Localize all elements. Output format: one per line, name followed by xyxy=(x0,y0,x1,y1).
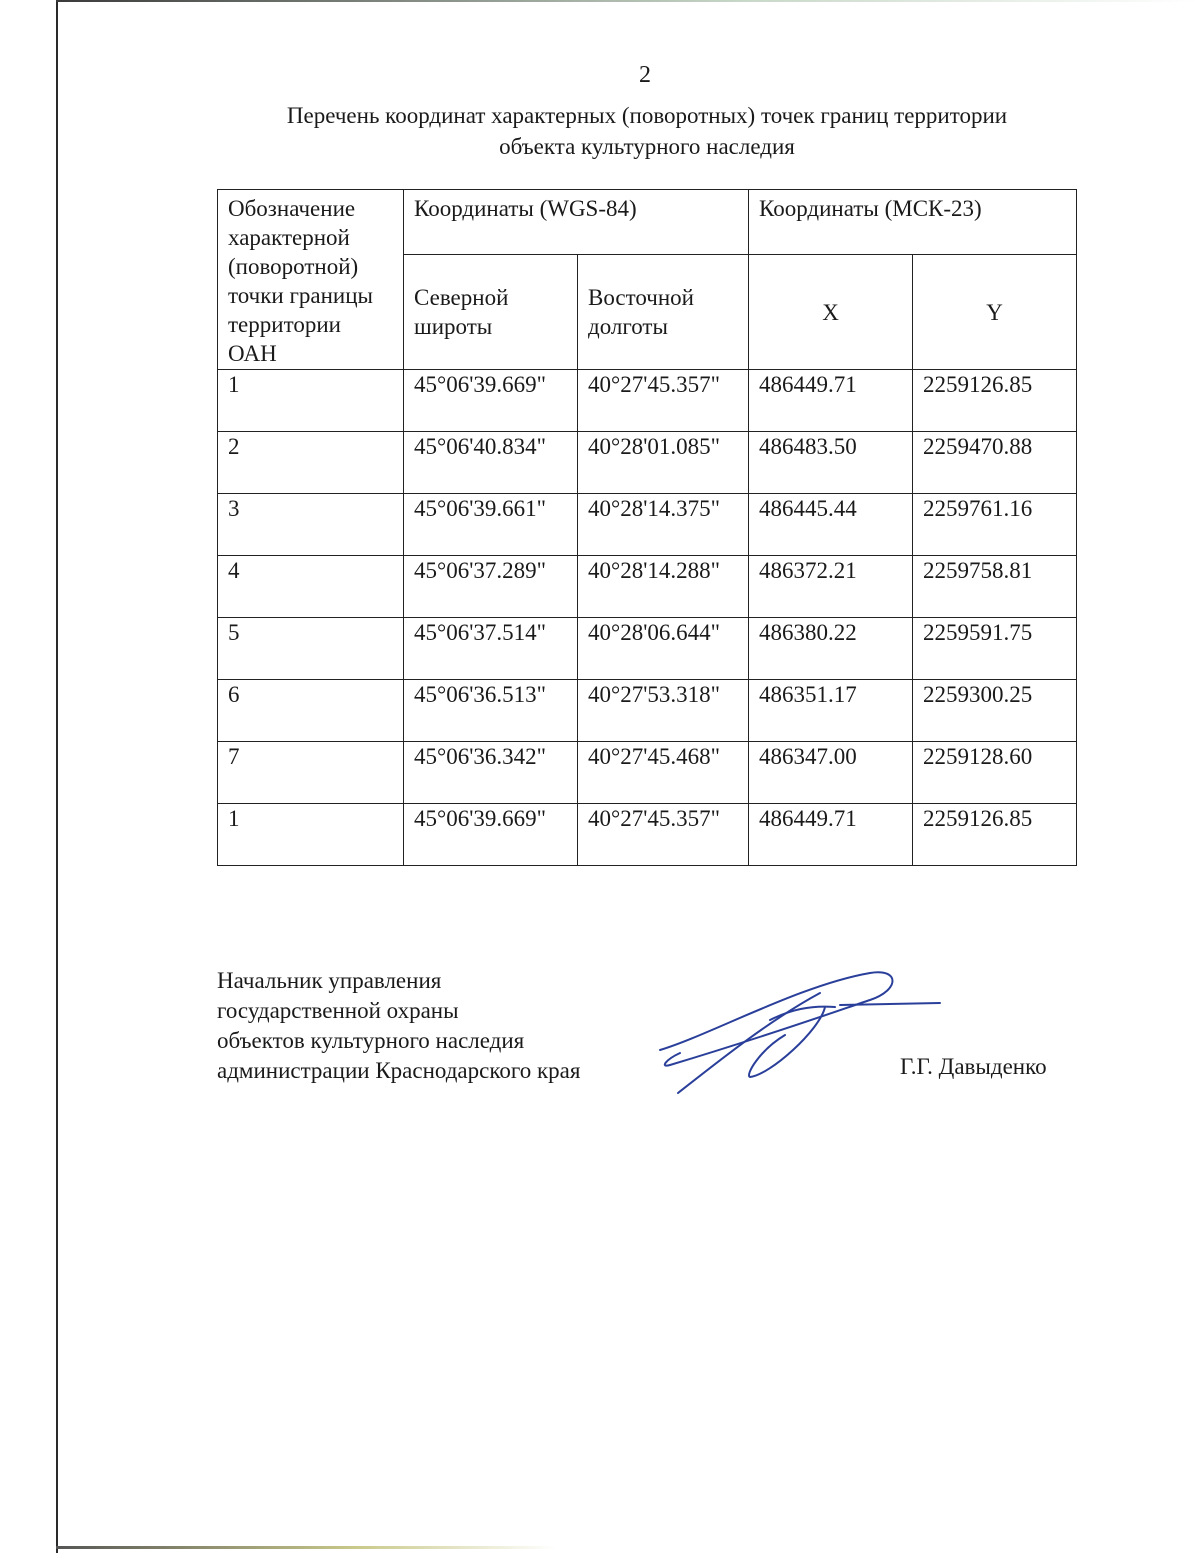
scan-edge-bottom xyxy=(56,1546,556,1549)
header-point-line: территории xyxy=(228,312,341,337)
cell-x: 486351.17 xyxy=(749,680,913,742)
header-north-line: широты xyxy=(414,314,493,339)
cell-y: 2259758.81 xyxy=(913,556,1077,618)
signatory-position-line: администрации Краснодарского края xyxy=(217,1058,581,1083)
cell-x: 486449.71 xyxy=(749,370,913,432)
cell-x: 486372.21 xyxy=(749,556,913,618)
header-north-line: Северной xyxy=(414,285,509,310)
cell-y: 2259761.16 xyxy=(913,494,1077,556)
cell-x: 486380.22 xyxy=(749,618,913,680)
header-msk23-group: Координаты (МСК-23) xyxy=(749,190,1077,255)
header-point-line: характерной xyxy=(228,225,350,250)
signature-stroke-tail xyxy=(840,1003,940,1005)
table-row xyxy=(218,370,1077,432)
signatory-position-line: Начальник управления xyxy=(217,968,442,993)
header-x: X xyxy=(749,255,913,370)
cell-x: 486445.44 xyxy=(749,494,913,556)
cell-y: 2259300.25 xyxy=(913,680,1077,742)
header-point-line: Обозначение xyxy=(228,196,356,221)
cell-east: 40°27'53.318" xyxy=(578,680,749,742)
cell-x: 486449.71 xyxy=(749,804,913,866)
cell-y: 2259128.60 xyxy=(913,742,1077,804)
cell-point: 1 xyxy=(218,804,404,866)
header-point-line: ОАН xyxy=(228,341,277,366)
header-east-longitude xyxy=(578,255,749,370)
cell-north: 45°06'39.661" xyxy=(404,494,578,556)
cell-east: 40°27'45.357" xyxy=(578,804,749,866)
header-point-line: (поворотной) xyxy=(228,254,359,279)
cell-point: 3 xyxy=(218,494,404,556)
signatory-position xyxy=(217,966,647,1086)
signature-stroke-hook xyxy=(749,1007,825,1077)
cell-north: 45°06'39.669" xyxy=(404,370,578,432)
table-row xyxy=(218,742,1077,804)
cell-east: 40°28'06.644" xyxy=(578,618,749,680)
cell-east: 40°28'14.288" xyxy=(578,556,749,618)
signatory-name: Г.Г. Давыденко xyxy=(900,1054,1047,1079)
cell-east: 40°27'45.357" xyxy=(578,370,749,432)
cell-north: 45°06'36.513" xyxy=(404,680,578,742)
cell-point: 2 xyxy=(218,432,404,494)
signature-strokes xyxy=(660,972,940,1093)
coordinates-table xyxy=(217,189,1077,866)
header-wgs84-group: Координаты (WGS-84) xyxy=(404,190,749,255)
table-row xyxy=(218,804,1077,866)
header-north-latitude xyxy=(404,255,578,370)
header-y: Y xyxy=(913,255,1077,370)
document-title xyxy=(230,100,1064,162)
signatory-position-line: объектов культурного наследия xyxy=(217,1028,525,1053)
document-title-line-2: объекта культурного наследия xyxy=(499,134,795,159)
table-row xyxy=(218,556,1077,618)
cell-x: 486483.50 xyxy=(749,432,913,494)
table-row xyxy=(218,432,1077,494)
header-point-line: точки границы xyxy=(228,283,373,308)
table-row xyxy=(218,680,1077,742)
scan-edge-left xyxy=(56,0,58,1553)
signatory-position-line: государственной охраны xyxy=(217,998,459,1023)
cell-east: 40°28'01.085" xyxy=(578,432,749,494)
cell-y: 2259126.85 xyxy=(913,804,1077,866)
document-title-line-1: Перечень координат характерных (поворотных) точек границ территории xyxy=(286,103,1008,128)
cell-point: 6 xyxy=(218,680,404,742)
table-row xyxy=(218,494,1077,556)
table-row xyxy=(218,618,1077,680)
cell-point: 5 xyxy=(218,618,404,680)
cell-north: 45°06'40.834" xyxy=(404,432,578,494)
cell-point: 7 xyxy=(218,742,404,804)
signature-stroke-diagonal xyxy=(678,993,820,1093)
cell-y: 2259470.88 xyxy=(913,432,1077,494)
header-east-line: долготы xyxy=(588,314,668,339)
cell-north: 45°06'37.514" xyxy=(404,618,578,680)
cell-north: 45°06'37.289" xyxy=(404,556,578,618)
header-point-designation xyxy=(218,190,404,370)
table-header-row-1 xyxy=(218,190,1077,255)
scan-edge-top xyxy=(56,0,1200,2)
cell-x: 486347.00 xyxy=(749,742,913,804)
header-east-line: Восточной xyxy=(588,285,694,310)
cell-y: 2259126.85 xyxy=(913,370,1077,432)
cell-point: 4 xyxy=(218,556,404,618)
page-number: 2 xyxy=(639,62,651,88)
cell-east: 40°28'14.375" xyxy=(578,494,749,556)
cell-north: 45°06'39.669" xyxy=(404,804,578,866)
cell-y: 2259591.75 xyxy=(913,618,1077,680)
cell-north: 45°06'36.342" xyxy=(404,742,578,804)
cell-east: 40°27'45.468" xyxy=(578,742,749,804)
cell-point: 1 xyxy=(218,370,404,432)
